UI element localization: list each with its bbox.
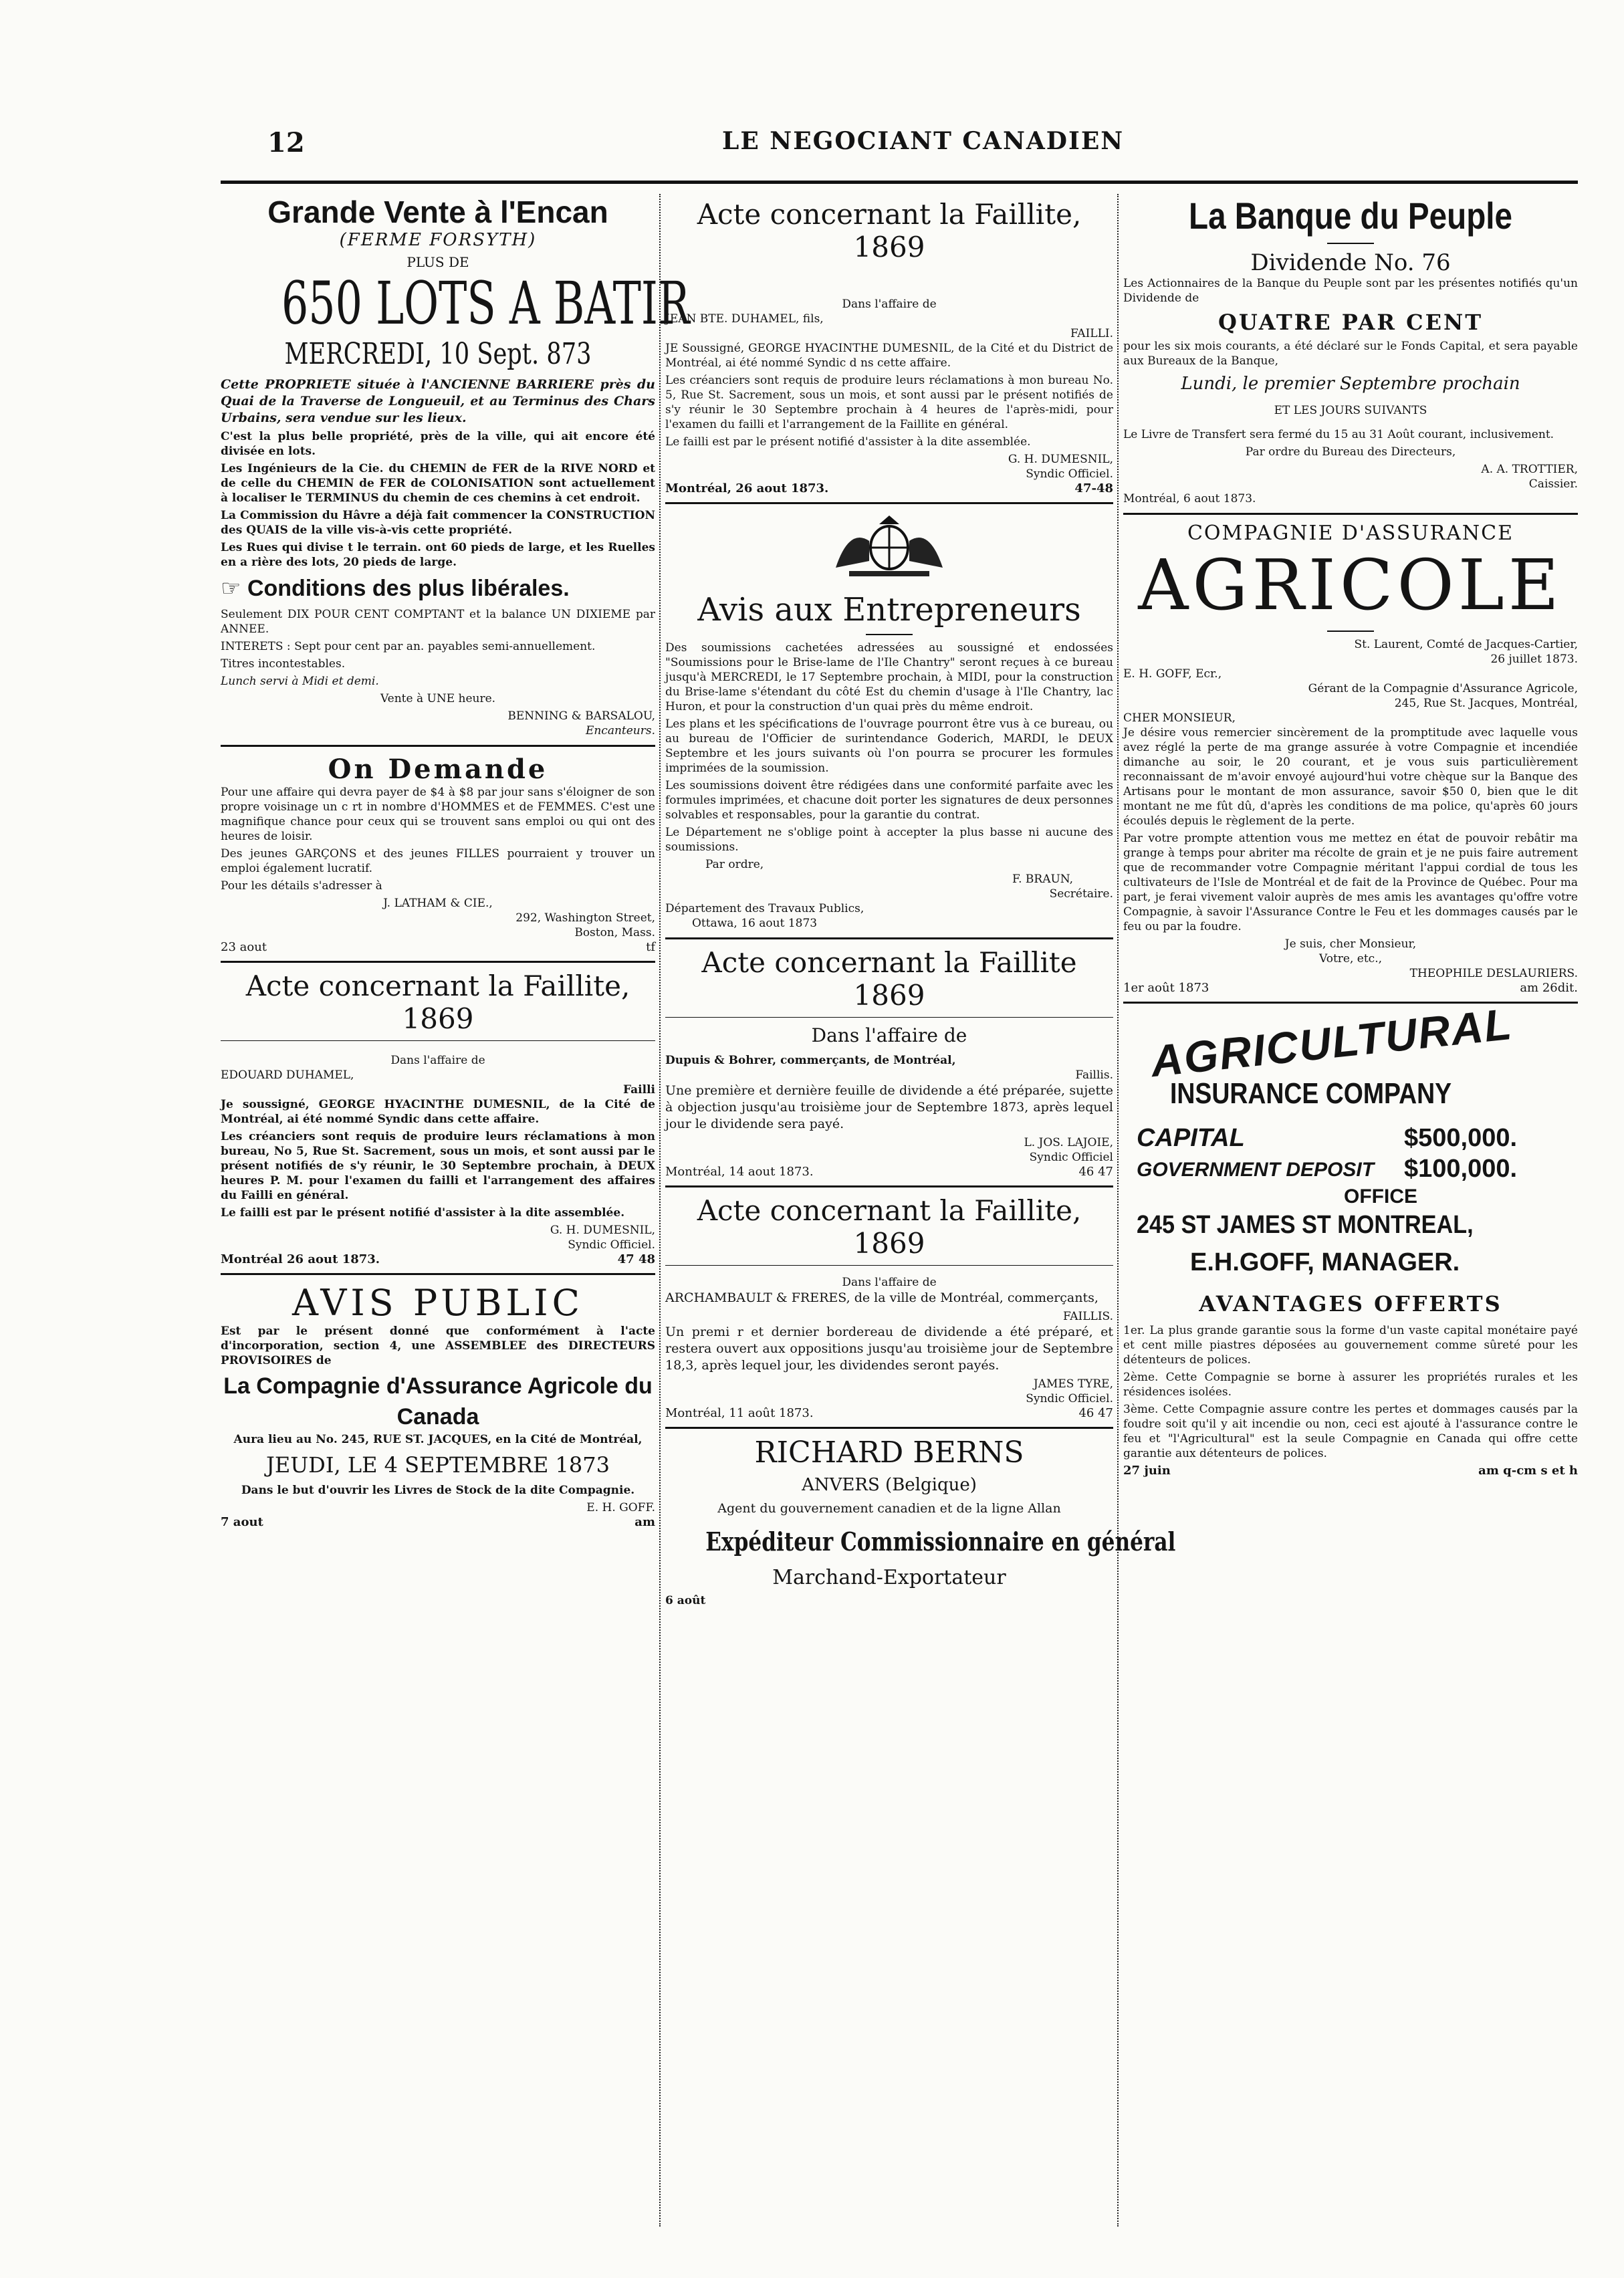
- letter-recipient: E. H. GOFF, Ecr.,: [1123, 667, 1222, 681]
- divider: [1123, 513, 1578, 515]
- failli-label: FAILLIS.: [1062, 1310, 1113, 1323]
- paragraph: 1er. La plus grande garantie sous la forme d'un vaste capital monétaire payé et cent mille piastres déposées au gouvernement comme sûreté pour les détenteurs de polices.: [1123, 1324, 1578, 1367]
- affaire-label: Dans l'affaire de: [842, 298, 937, 311]
- signature: G. H. DUMESNIL,: [1008, 453, 1113, 466]
- date-row: [665, 1406, 1113, 1420]
- signature: JAMES TYRE,: [1033, 1377, 1113, 1391]
- footer-date: 6 août: [665, 1594, 706, 1607]
- condition: Seulement DIX POUR CENT COMPTANT et la balance UN DIXIEME par ANNEE.: [221, 608, 655, 636]
- letter-place: St. Laurent, Comté de Jacques-Cartier,: [1354, 638, 1578, 651]
- coat-of-arms-icon: [822, 514, 956, 581]
- affaire-label: Dans l'affaire de: [811, 1024, 967, 1046]
- berns-name: RICHARD BERNS: [754, 1436, 1024, 1470]
- cie-assurance: COMPAGNIE D'ASSURANCE: [1187, 522, 1514, 545]
- paragraph: Le Livre de Transfert sera fermé du 15 au 31 Août courant, inclusivement.: [1123, 428, 1554, 441]
- office-label: OFFICE: [1344, 1185, 1417, 1208]
- paragraph: Une première et dernière feuille de dividende a été préparée, sujette à objection jusqu'au troisième jour de Septembre 1873, après lequel jour le dividende sera payé.: [665, 1083, 1113, 1131]
- column-divider: [659, 194, 661, 2227]
- date-row: [221, 940, 655, 954]
- avis-public-title: AVIS PUBLIC: [292, 1282, 584, 1324]
- royal-arms-ornament: [665, 511, 1113, 584]
- divider: [866, 634, 913, 635]
- letter-salutation: CHER MONSIEUR,: [1123, 711, 1236, 725]
- paragraph: 2ème. Cette Compagnie se borne à assurer les propriétés rurales et les résidences isolées.: [1123, 1371, 1578, 1399]
- failli-label: Faillis.: [1075, 1068, 1113, 1082]
- page-number: 12: [267, 127, 305, 158]
- date-row: [221, 1252, 655, 1266]
- paragraph: Les Rues qui divise t le terrain. ont 60 pieds de large, et les Ruelles en a rière des lots, 20 pieds de large.: [221, 541, 655, 569]
- paragraph: Est par le présent donné que conformément à l'acte d'incorporation, section 4, une ASSEMBLEE des DIRECTEURS PROVISOIRES de: [221, 1325, 655, 1367]
- paragraph: Le failli est par le présent notifié d'assister à la dite assemblée.: [221, 1206, 625, 1220]
- debtor-name: JEAN BTE. DUHAMEL, fils,: [665, 312, 824, 326]
- address-line: J. LATHAM & CIE.,: [383, 897, 493, 910]
- department-date: Ottawa, 16 aout 1873: [692, 917, 818, 930]
- divider: [221, 745, 655, 747]
- paragraph: Agent du gouvernement canadien et de la ligne Allan: [717, 1501, 1061, 1516]
- affaire-label: Dans l'affaire de: [390, 1054, 485, 1067]
- dividende-title: Dividende No. 76: [1250, 249, 1451, 276]
- sale-date: MERCREDI, 10 Sept. 873: [284, 337, 592, 371]
- paragraph: Aura lieu au No. 245, RUE ST. JACQUES, en la Cité de Montréal,: [233, 1433, 643, 1446]
- date-row: [665, 481, 1113, 495]
- payment-date: Lundi, le premier Septembre prochain: [1181, 374, 1520, 394]
- date-row: [221, 1515, 655, 1529]
- demande-title: On Demande: [328, 754, 548, 785]
- paragraph: 3ème. Cette Compagnie assure contre les pertes et dommages causés par la foudre soit qu'il y ait incendie ou non, ceci est ajouté à l'assurance contre le feu et "l'Agricultural" est la seule Compagnie en Canada qui offre cette garantie aux détenteurs de polices.: [1123, 1403, 1578, 1460]
- date-right: tf: [646, 940, 655, 954]
- conditions-heading: [221, 575, 655, 602]
- date-right: am 26dit.: [1520, 981, 1578, 995]
- divider: [1327, 631, 1374, 632]
- intro-text: Cette PROPRIETE située à l'ANCIENNE BARRIERE près du Quai de la Traverse de Longueuil, et au Terminus des Chars Urbains, sera vendue sur les lieux.: [221, 377, 655, 425]
- date-right: am q-cm s et h: [1478, 1464, 1578, 1478]
- address-line: 292, Washington Street,: [515, 911, 655, 925]
- department: Département des Travaux Publics,: [665, 902, 864, 915]
- date-left: 1er août 1873: [1123, 981, 1209, 995]
- divider: [665, 1017, 1113, 1018]
- paragraph: Des jeunes GARÇONS et des jeunes FILLES pourraient y trouver un emploi également lucratif.: [221, 847, 655, 875]
- agricole-headline: AGRICOLE: [1138, 544, 1563, 626]
- conditions-text: Conditions des plus libérales.: [247, 576, 570, 601]
- paragraph: C'est la plus belle propriété, près de la ville, qui ait encore été divisée en lots.: [221, 430, 655, 458]
- date-left: Montréal 26 aout 1873.: [221, 1252, 380, 1266]
- signature-title: Syndic Officiel: [1029, 1151, 1113, 1164]
- debtor-name: ARCHAMBAULT & FRERES, de la ville de Montréal, commerçants,: [665, 1290, 1098, 1305]
- letter-recipient-title: Gérant de la Compagnie d'Assurance Agricole,: [1308, 682, 1578, 695]
- paragraph: Les créanciers sont requis de produire leurs réclamations à mon bureau No. 5, Rue St. Sacrement, sous un mois, et sont aussi par le présent notifiés de s'y réunir le 30 Septembre prochain à 4 heures de l'après-midi, pour l'examen du failli et l'arrangement de la Faillite en général.: [665, 374, 1113, 431]
- signature-title: Secrétaire.: [1049, 887, 1113, 901]
- divider: [221, 1273, 655, 1275]
- signature-title: Encanteurs.: [585, 724, 655, 737]
- date-row: [665, 1165, 1113, 1179]
- column-3: [1123, 194, 1578, 2227]
- paragraph: Par ordre du Bureau des Directeurs,: [1245, 445, 1456, 459]
- page-header: [0, 127, 1624, 167]
- date-row: [1123, 981, 1578, 995]
- paragraph: Le failli est par le présent notifié d'assister à la dite assemblée.: [665, 435, 1031, 449]
- pointing-hand-icon: ☞: [221, 576, 241, 601]
- entrepreneurs-title: Avis aux Entrepreneurs: [697, 591, 1081, 629]
- office-address: 245 ST JAMES ST MONTREAL,: [1137, 1211, 1474, 1239]
- marchand: Marchand-Exportateur: [772, 1566, 1006, 1589]
- faillite-title: Acte concernant la Faillite 1869: [701, 946, 1077, 1012]
- condition: INTERETS : Sept pour cent par an. payables semi-annuellement.: [221, 640, 596, 653]
- par-ordre: Par ordre,: [705, 858, 764, 871]
- signature: F. BRAUN,: [1012, 873, 1073, 886]
- agricultural-logo: AGRICULTURAL: [1148, 998, 1515, 1087]
- paragraph: Dans le but d'ouvrir les Livres de Stock de la dite Compagnie.: [241, 1484, 635, 1497]
- signature-title: Syndic Officiel.: [1026, 467, 1113, 481]
- paragraph: Les plans et les spécifications de l'ouvrage pourront être vus à ce bureau, ou au bureau de l'Officier de surintendance Goderich, MARDI, le DEUX Septembre et les jours suivants où l'on pourra se procurer les formules imprimées de la soumission.: [665, 717, 1113, 775]
- date-left: Montréal, 14 aout 1873.: [665, 1165, 814, 1179]
- berns-city: ANVERS (Belgique): [802, 1475, 977, 1495]
- date-row: [1123, 1464, 1578, 1478]
- paragraph: Par votre prompte attention vous me mettez en état de pouvoir rebâtir ma grange à temps pour abriter ma récolte de grain et je ne puis faire autrement que de recommander votre Compagnie méritant l'appui cordial de tous les cultivateurs de l'Isle de Montréal et de fait de la Province de Québec. Pour ma part, je ferai vivement valoir auprès de mes amis les avantages qu'offre votre Compagnie, à savoir l'Assurance Contre le Feu et les dommages causés par le feu ou par la foudre.: [1123, 832, 1578, 933]
- divider: [665, 1185, 1113, 1187]
- date-right: 47 48: [617, 1252, 655, 1266]
- company-name: La Compagnie d'Assurance Agricole du Canada: [223, 1373, 653, 1430]
- divider: [665, 1265, 1113, 1266]
- condition: Titres incontestables.: [221, 657, 346, 671]
- capital-value: $500,000.: [1404, 1124, 1518, 1152]
- agricultural-ad: [1123, 998, 1578, 1291]
- signature-title: Syndic Officiel.: [1026, 1392, 1113, 1405]
- signature: L. JOS. LAJOIE,: [1024, 1136, 1113, 1149]
- faillite-title: Acte concernant la Faillite, 1869: [697, 198, 1082, 263]
- paragraph: Un premi r et dernier bordereau de dividende a été préparé, et restera ouvert aux oppositions jusqu'au troisième jour de Septembre 18,3, après lequel jour, les dividendes seront payés.: [665, 1325, 1113, 1373]
- paragraph: Les Actionnaires de la Banque du Peuple sont par les présentes notifiés qu'un Dividende de: [1123, 277, 1578, 305]
- debtor-name: Dupuis & Bohrer, commerçants, de Montréal,: [665, 1054, 956, 1067]
- divider: [665, 502, 1113, 504]
- paragraph: Le Département ne s'oblige point à accepter la plus basse ni aucune des soumissions.: [665, 826, 1113, 854]
- condition: Vente à UNE heure.: [380, 692, 496, 705]
- paragraph: Des soumissions cachetées adressées au soussigné et endossées "Soumissions pour le Brise-lame de l'Ile Chantry" seront reçues à ce bureau jusqu'à MERCREDI, le 17 Septembre prochain, à MIDI, pour la construction du Brise-lame s'étendant du côté Est du chemin d'usage à l'Ile Chantry, lac Huron, et pour la construction d'un quai près du même endroit.: [665, 641, 1113, 713]
- paragraph: Les soumissions doivent être rédigées dans une conformité parfaite avec les formules imprimées, et chacune doit porter les signatures de deux personnes solvables et responsables, pour la garantie du contrat.: [665, 779, 1113, 822]
- paragraph: Je désire vous remercier sincèrement de la promptitude avec laquelle vous avez réglé la perte de ma grange assurée à votre Compagnie et incendiée dimanche au soir, le 20 courant, et je vous suis particulièrement reconnaissant de m'avoir envoyé aujourd'hui votre chèque sur la Banque des Artisans pour le montant de mon assurance, savoir $50 0, bien que le dit montant ne me fût dû, d'après les conditions de ma police, qu'après 60 jours écoulés depuis le règlement de la perte.: [1123, 726, 1578, 828]
- date-left: 7 aout: [221, 1515, 263, 1529]
- encan-title: Grande Vente à l'Encan: [267, 195, 608, 229]
- date-left: Montréal, 26 aout 1873.: [665, 481, 829, 495]
- date-left: 27 juin: [1123, 1464, 1171, 1478]
- column-divider: [1117, 194, 1119, 2227]
- condition: Lunch servi à Midi et demi.: [221, 675, 379, 688]
- paragraph: Les créanciers sont requis de produire leurs réclamations à mon bureau, No 5, Rue St. Sacrement, sous un mois, et sont aussi par le présent notifiés de s'y réunir, le 30 Septembre prochain, à DEUX heures P. M. pour l'examen du failli et l'arrangement des affaires du Failli en général.: [221, 1130, 655, 1202]
- manager: E.H.GOFF, MANAGER.: [1190, 1248, 1460, 1276]
- signature: BENNING & BARSALOU,: [507, 709, 655, 723]
- quatre-par-cent: QUATRE PAR CENT: [1217, 310, 1484, 335]
- insurance-company: INSURANCE COMPANY: [1170, 1077, 1452, 1110]
- capital-label: CAPITAL: [1137, 1124, 1245, 1152]
- letter-closing: Je suis, cher Monsieur,: [1284, 937, 1417, 951]
- date-left: 23 aout: [221, 940, 267, 954]
- banque-title: La Banque du Peuple: [1189, 195, 1512, 237]
- paragraph: Les Ingénieurs de la Cie. du CHEMIN de FER de la RIVE NORD et de celle du CHEMIN de FER de COLONISATION sont actuellement à localiser le TERMINUS du chemin de ces chemins à cet endroit.: [221, 462, 655, 505]
- address-line: Boston, Mass.: [574, 926, 655, 939]
- meeting-date: JEUDI, LE 4 SEPTEMBRE 1873: [266, 1452, 610, 1478]
- paragraph: Pour une affaire qui devra payer de $4 à $8 par jour sans s'éloigner de son propre voisinage un c rt in nombre d'HOMMES et de FEMMES. C'est une magnifique chance pour ceux qui se trouvent sans emploi ou qui ont des heures de loisir.: [221, 786, 655, 843]
- lots-headline: 650 LOTS A BATIR: [281, 269, 690, 338]
- letter-closing: Votre, etc.,: [1319, 952, 1382, 965]
- signature: E. H. GOFF.: [586, 1501, 655, 1514]
- masthead: LE NEGOCIANT CANADIEN: [722, 127, 1125, 155]
- letter-date: 26 juillet 1873.: [1490, 653, 1578, 666]
- faillite-title: Acte concernant la Faillite, 1869: [245, 970, 630, 1035]
- signature: G. H. DUMESNIL,: [550, 1224, 655, 1237]
- date-right: 46 47: [1078, 1406, 1113, 1420]
- avantages-title: AVANTAGES OFFERTS: [1199, 1291, 1502, 1317]
- date-right: 47-48: [1074, 481, 1113, 495]
- paragraph: Pour les détails s'adresser à: [221, 879, 382, 893]
- deposit-label: GOVERNMENT DEPOSIT: [1137, 1159, 1375, 1181]
- divider: [221, 961, 655, 963]
- paragraph: La Commission du Hâvre a déjà fait commencer la CONSTRUCTION des QUAIS de la ville vis-à-vis cette propriété.: [221, 509, 655, 537]
- paragraph: JE Soussigné, GEORGE HYACINTHE DUMESNIL, de la Cité et du District de Montréal, ai été nommé Syndic d ns cette affaire.: [665, 342, 1113, 370]
- jours-suivants: ET LES JOURS SUIVANTS: [1274, 404, 1427, 417]
- affaire-label: Dans l'affaire de: [842, 1276, 937, 1289]
- date-right: 46 47: [1078, 1165, 1113, 1179]
- plus-de: PLUS DE: [407, 254, 469, 270]
- faillite-title: Acte concernant la Faillite, 1869: [697, 1194, 1082, 1260]
- deposit-value: $100,000.: [1404, 1155, 1518, 1183]
- paragraph: pour les six mois courants, a été déclaré sur le Fonds Capital, et sera payable aux Bureaux de la Banque,: [1123, 340, 1578, 368]
- expediteur: Expéditeur Commissionnaire en général: [705, 1526, 1176, 1557]
- date-right: am: [634, 1515, 655, 1529]
- signature: THEOPHILE DESLAURIERS.: [1409, 967, 1578, 980]
- divider: [665, 1427, 1113, 1429]
- signature-title: Caissier.: [1528, 477, 1578, 491]
- divider: [665, 937, 1113, 939]
- paragraph: Je soussigné, GEORGE HYACINTHE DUMESNIL, de la Cité de Montréal, ai été nommé Syndic dans cette affaire.: [221, 1098, 655, 1126]
- header-rule: [221, 181, 1578, 184]
- letter-address: 245, Rue St. Jacques, Montréal,: [1394, 697, 1578, 710]
- date-left: Montréal, 6 aout 1873.: [1123, 492, 1256, 505]
- signature-title: Syndic Officiel.: [568, 1238, 655, 1252]
- divider: [1327, 243, 1374, 244]
- signature: A. A. TROTTIER,: [1481, 463, 1578, 476]
- ferme-subtitle: (FERME FORSYTH): [339, 230, 537, 250]
- debtor-name: EDOUARD DUHAMEL,: [221, 1068, 354, 1082]
- date-left: Montréal, 11 août 1873.: [665, 1406, 814, 1420]
- failli-label: Failli: [623, 1083, 655, 1097]
- failli-label: FAILLI.: [1070, 327, 1113, 340]
- divider: [221, 1040, 655, 1041]
